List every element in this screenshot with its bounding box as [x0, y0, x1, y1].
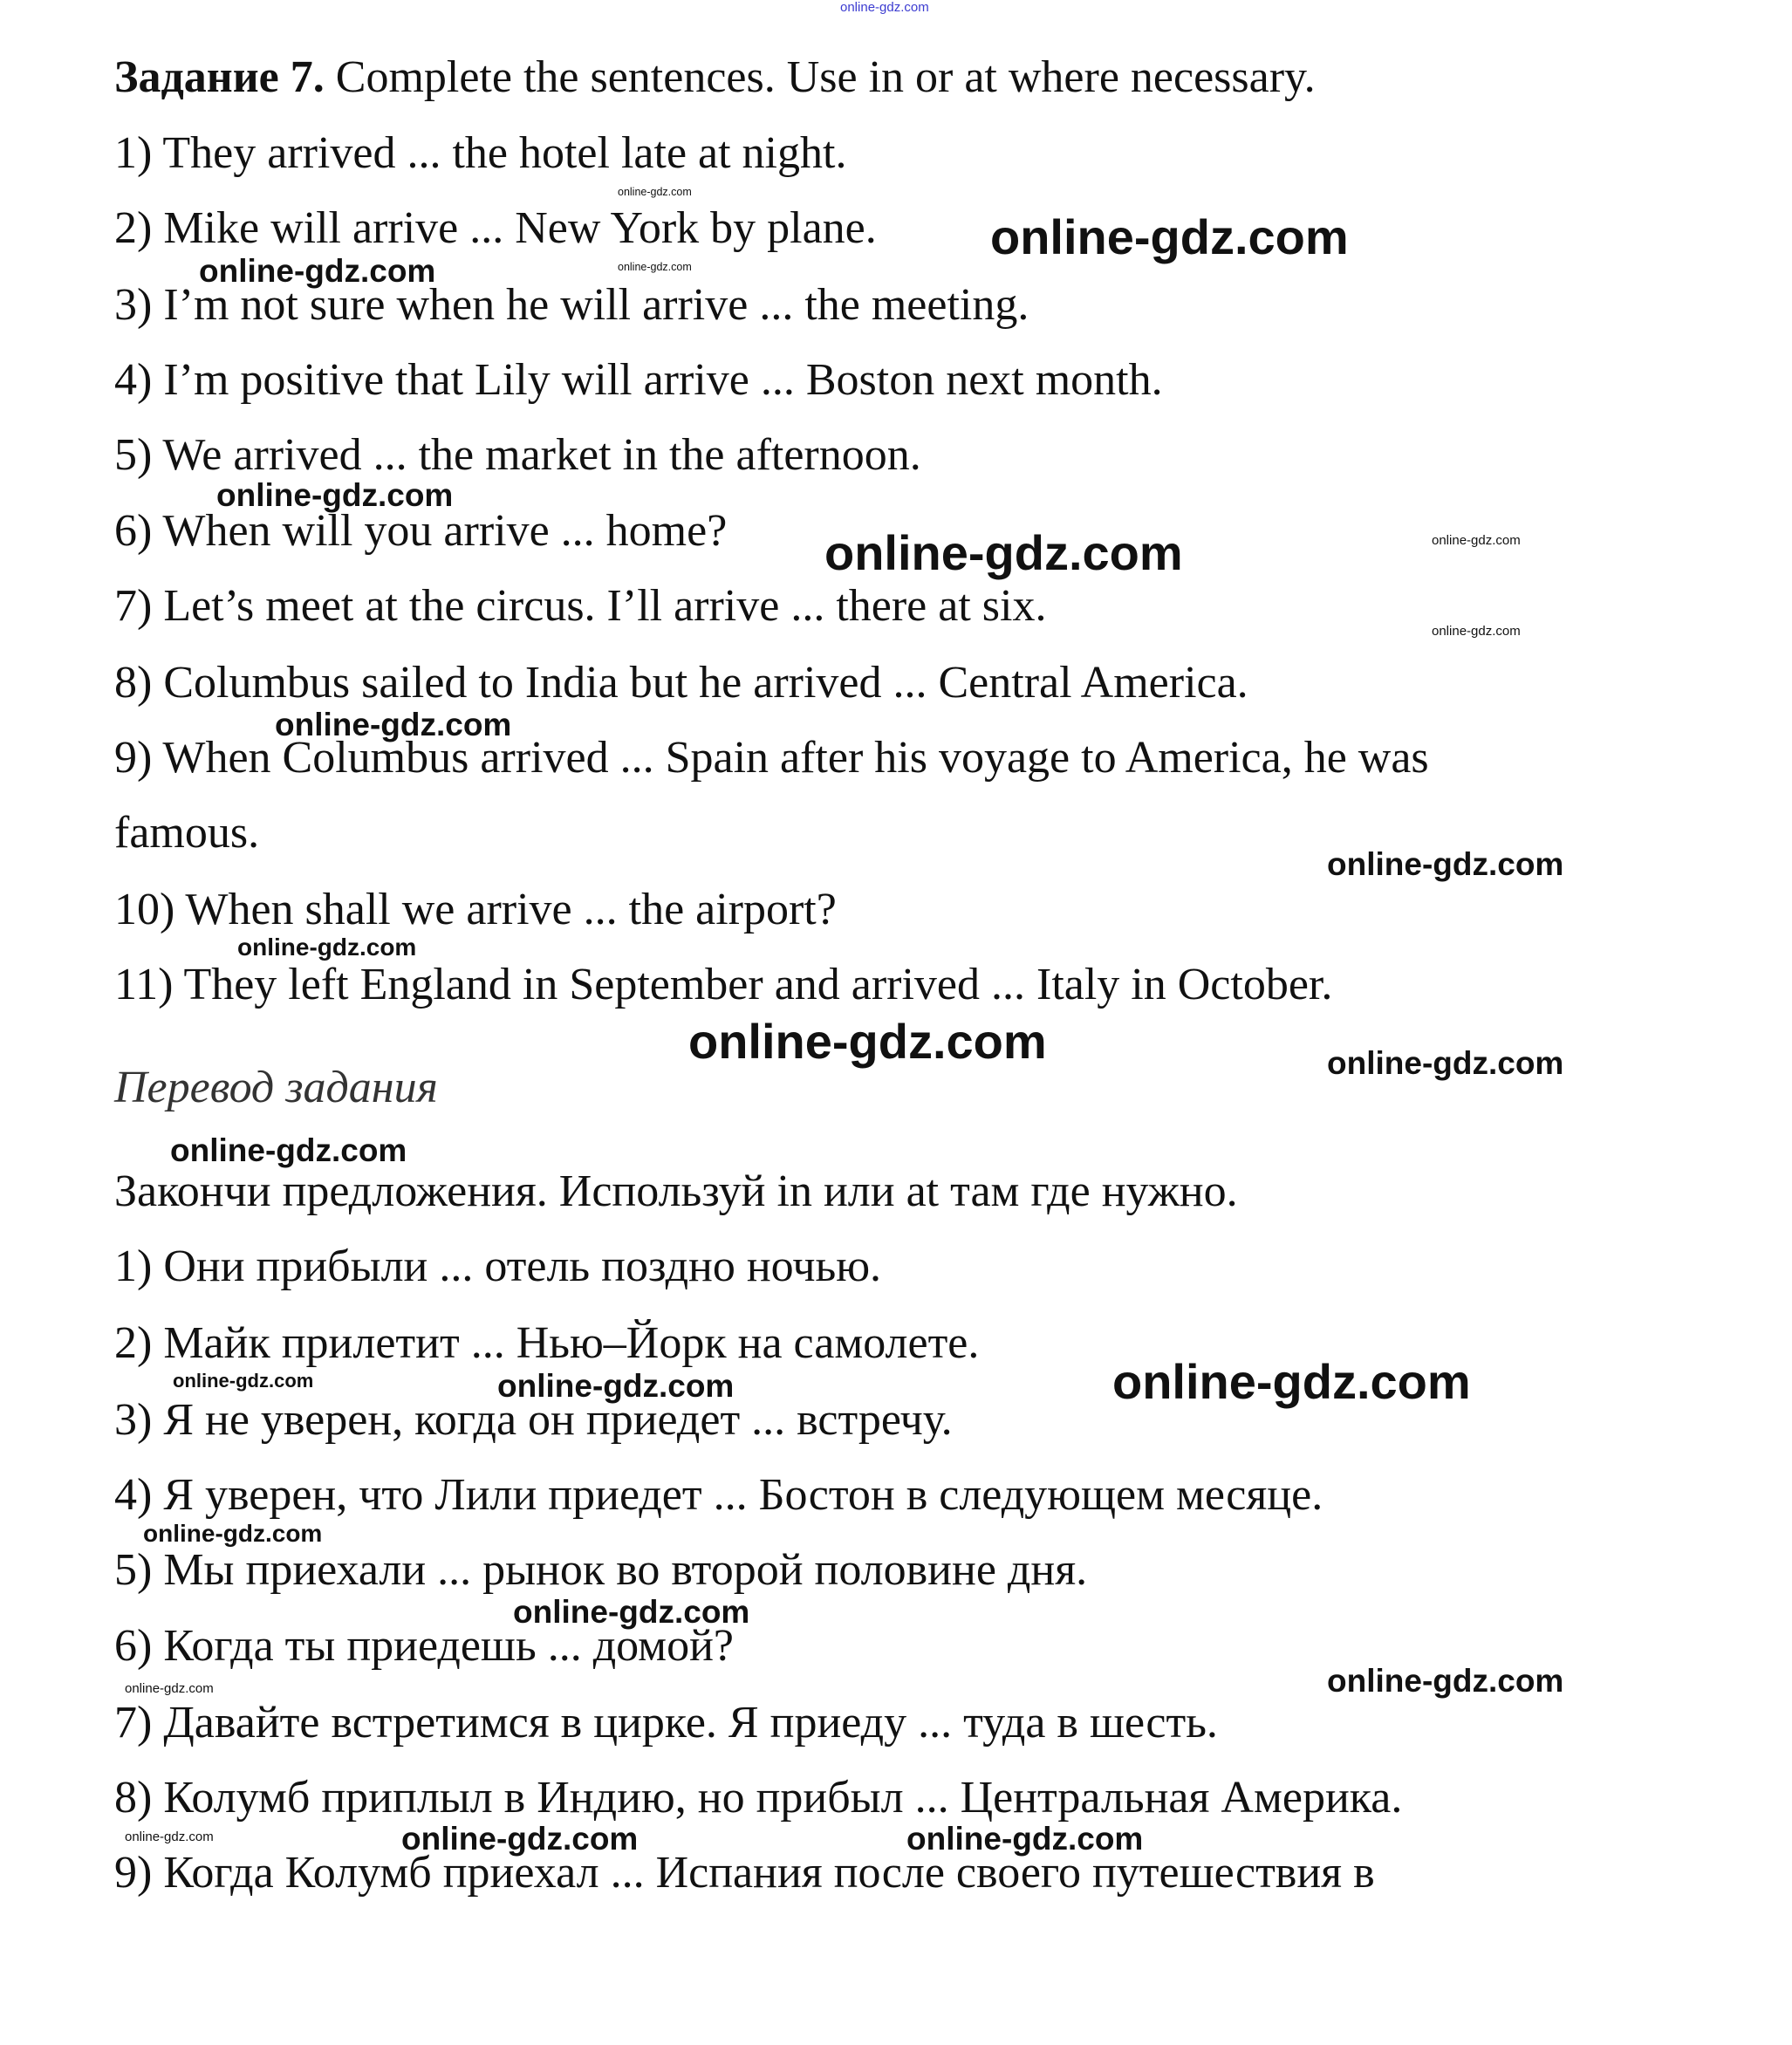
- watermark: online-gdz.com: [216, 477, 454, 513]
- sentence: 3) I’m not sure when he will arrive ... the meeting.: [114, 280, 1029, 330]
- watermark: online-gdz.com: [618, 186, 692, 198]
- sentence: 7) Let’s meet at the circus. I’ll arrive ... there at six.: [114, 581, 1047, 631]
- watermark: online-gdz.com: [1327, 1663, 1564, 1699]
- sentence: 2) Mike will arrive ... New York by plane.: [114, 203, 877, 253]
- watermark: online-gdz.com: [618, 261, 692, 273]
- watermark: online-gdz.com: [125, 1830, 214, 1844]
- translated-sentence: 6) Когда ты приедешь ... домой?: [114, 1621, 734, 1671]
- sentence: famous.: [114, 808, 260, 858]
- watermark: online-gdz.com: [497, 1368, 735, 1404]
- task-instruction: Complete the sentences. Use in or at where necessary.: [335, 52, 1316, 102]
- translated-sentence: 8) Колумб приплыл в Индию, но прибыл ... Центральная Америка.: [114, 1773, 1403, 1823]
- sentence: 5) We arrived ... the market in the afternoon.: [114, 430, 921, 480]
- watermark: online-gdz.com: [990, 209, 1349, 264]
- watermark: online-gdz.com: [199, 253, 436, 289]
- watermark: online-gdz.com: [170, 1132, 407, 1168]
- watermark: online-gdz.com: [1112, 1354, 1471, 1409]
- sentence: 10) When shall we arrive ... the airport?: [114, 885, 837, 934]
- watermark: online-gdz.com: [688, 1014, 1047, 1069]
- translated-sentence: 5) Мы приехали ... рынок во второй половине дня.: [114, 1545, 1088, 1595]
- translation-instruction: Закончи предложения. Используй in или at там где нужно.: [114, 1166, 1238, 1216]
- sentence: 11) They left England in September and arrived ... Italy in October.: [114, 960, 1333, 1009]
- sentence: 8) Columbus sailed to India but he arrived ... Central America.: [114, 658, 1248, 708]
- watermark: online-gdz.com: [143, 1520, 323, 1547]
- watermark: online-gdz.com: [1432, 533, 1521, 548]
- task-title: [114, 51, 1316, 104]
- watermark: online-gdz.com: [1432, 624, 1521, 639]
- translated-sentence: 9) Когда Колумб приехал ... Испания после своего путешествия в: [114, 1848, 1375, 1898]
- watermark: online-gdz.com: [125, 1681, 214, 1696]
- sentence: 6) When will you arrive ... home?: [114, 506, 728, 556]
- watermark: online-gdz.com: [401, 1821, 639, 1857]
- watermark: online-gdz.com: [906, 1821, 1144, 1857]
- translated-sentence: 7) Давайте встретимся в цирке. Я приеду ... туда в шесть.: [114, 1698, 1218, 1747]
- translated-sentence: 1) Они прибыли ... отель поздно ночью.: [114, 1241, 882, 1291]
- translated-sentence: 2) Майк прилетит ... Нью–Йорк на самолете.: [114, 1318, 980, 1368]
- translation-heading: Перевод задания: [114, 1063, 438, 1112]
- watermark: online-gdz.com: [173, 1370, 314, 1392]
- translated-sentence: 3) Я не уверен, когда он приедет ... встречу.: [114, 1395, 953, 1445]
- translated-sentence: 4) Я уверен, что Лили приедет ... Бостон в следующем месяце.: [114, 1470, 1323, 1520]
- watermark: online-gdz.com: [1327, 846, 1564, 882]
- watermark: online-gdz.com: [824, 525, 1183, 580]
- watermark: online-gdz.com: [513, 1594, 750, 1630]
- watermark: online-gdz.com: [237, 934, 417, 961]
- watermark: online-gdz.com: [840, 0, 929, 15]
- watermark: online-gdz.com: [275, 707, 512, 742]
- sentence: 9) When Columbus arrived ... Spain after his voyage to America, he was: [114, 733, 1429, 783]
- watermark: online-gdz.com: [1327, 1045, 1564, 1081]
- sentence: 1) They arrived ... the hotel late at night.: [114, 128, 847, 178]
- task-label: Задание 7.: [114, 52, 325, 102]
- sentence: 4) I’m positive that Lily will arrive ... Boston next month.: [114, 355, 1163, 405]
